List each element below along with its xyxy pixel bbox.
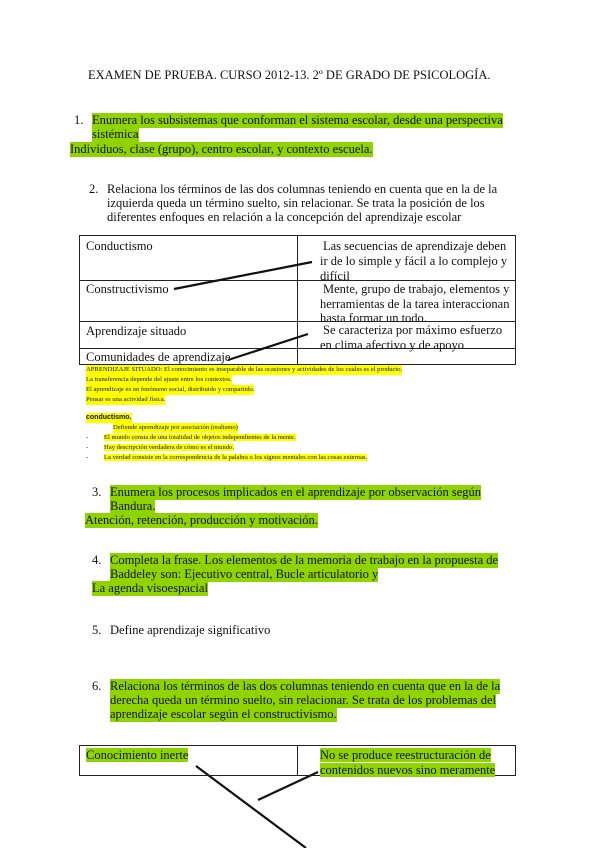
q5-number: 5. xyxy=(92,623,102,637)
q4-answer: La agenda visoespacial xyxy=(92,581,208,595)
note-conductismo-item: - Hay descripción verdadera de cómo es el mundo. xyxy=(86,444,234,451)
q5-text: Define aprendizaje significativo xyxy=(110,623,271,637)
match-line-inerte xyxy=(196,766,306,848)
q3-text-line1: Enumera los procesos implicados en el aprendizaje por observación según xyxy=(110,485,482,499)
exam-title: EXAMEN DE PRUEBA. CURSO 2012-13. 2º DE GRADO DE PSICOLOGÍA. xyxy=(88,68,491,82)
bullet: - xyxy=(86,454,89,461)
q6-number: 6. xyxy=(92,679,102,693)
q4-text-line2: Baddeley son: Ejecutivo central, Bucle articulatorio y xyxy=(110,567,379,581)
bullet: - xyxy=(86,444,89,451)
q2-text-line1: Relaciona los términos de las dos columnas teniendo en cuenta que en la de la xyxy=(107,182,498,196)
table2-left-cell-1 xyxy=(79,745,298,776)
table1-right-line: difícil xyxy=(320,269,350,283)
note-situado-4: Pensar es una actividad física. xyxy=(86,396,166,403)
q3-number: 3. xyxy=(92,485,102,499)
table1-right-line: Mente, grupo de trabajo, elementos y xyxy=(323,282,510,296)
q1-answer: Individuos, clase (grupo), centro escolar, y contexto escuela. xyxy=(70,142,373,156)
note-conductismo-item: - El mundo consta de una totalidad de objetos independientes de la mente. xyxy=(86,434,296,441)
table1-left-label: Aprendizaje situado xyxy=(86,324,187,338)
q6-text-line2: derecha queda un término suelto, sin relacionar. Se trata de los problemas del xyxy=(110,693,496,707)
note-situado-3: El aprendizaje es un fenómeno social, distribuido y compartido. xyxy=(86,386,255,393)
q6-text-line3: aprendizaje escolar según el constructivismo. xyxy=(110,707,337,721)
bullet: - xyxy=(86,434,89,441)
q3-text-line2: Bandura. xyxy=(110,499,156,513)
table1-right-line: Las secuencias de aprendizaje deben xyxy=(323,239,507,253)
q1-number: 1. xyxy=(74,113,84,127)
q1-text-line2: sistémica xyxy=(92,127,139,141)
q1-text-line1: Enumera los subsistemas que conforman el sistema escolar, desde una perspectiva xyxy=(92,113,503,127)
table2-right-line: No se produce reestructuración de xyxy=(320,748,491,762)
note-situado-1: APRENDIZAJE SITUADO: El conocimiento es inseparable de las ocasiones y actividades de los cuales es el producto. xyxy=(86,366,403,373)
table1-right-line: en clima afectivo y de apoyo xyxy=(320,338,465,352)
table1-right-line: ir de lo simple y fácil a lo complejo y xyxy=(320,254,508,268)
table1-right-line: Se caracteriza por máximo esfuerzo xyxy=(323,323,503,337)
q4-text-line1: Completa la frase. Los elementos de la memoria de trabajo en la propuesta de xyxy=(110,553,499,567)
table1-right-line: hasta formar un todo. xyxy=(320,311,427,325)
q4-number: 4. xyxy=(92,553,102,567)
q2-number: 2. xyxy=(89,182,99,196)
match-line-comunidades xyxy=(228,334,308,360)
table2-left-label: Conocimiento inerte xyxy=(86,748,189,762)
table2-right-line: contenidos nuevos sino meramente xyxy=(320,763,496,777)
match-line-conductismo xyxy=(174,262,312,289)
note-conductismo-sub: Defiende aprendizaje por asociación (realismo) xyxy=(113,424,238,431)
q3-answer: Atención, retención, producción y motivación. xyxy=(85,513,318,527)
table1-right-line: herramientas de la tarea interaccionan xyxy=(320,297,510,311)
table1-left-label: Comunidades de aprendizaje xyxy=(86,350,231,364)
note-conductismo-title: conductismo. xyxy=(86,414,132,421)
note-situado-2: La transferencia depende del ajuste entre los contextos. xyxy=(86,376,232,383)
table1-left-label: Constructivismo xyxy=(86,282,169,296)
q2-text-line3: diferentes enfoques en relación a la concepción del aprendizaje escolar xyxy=(107,210,462,224)
q6-text-line1: Relaciona los términos de las dos columnas teniendo en cuenta que en la de la xyxy=(110,679,501,693)
note-conductismo-item: - La verdad consiste en la correspondencia de la palabra o los signos mentales con las cosas externas. xyxy=(86,454,368,461)
table1-left-label: Conductismo xyxy=(86,239,153,253)
q2-text-line2: izquierda queda un término suelto, sin relacionar. Se trata la posición de los xyxy=(107,196,485,210)
table2-right-cell-1 xyxy=(297,745,516,776)
